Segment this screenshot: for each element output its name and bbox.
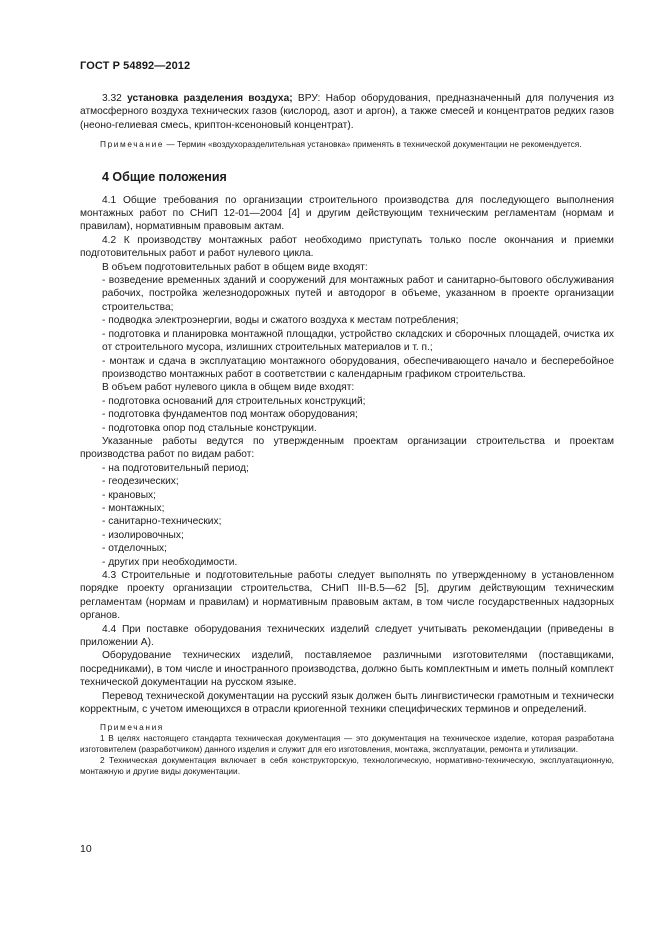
page-number: 10 bbox=[80, 843, 92, 855]
list-item: - изолировочных; bbox=[102, 529, 184, 541]
list-item: - подготовка фундаментов под монтаж оборудования; bbox=[102, 409, 358, 421]
list-item: - подготовка оснований для строительных конструкций; bbox=[102, 395, 366, 407]
note-label: Примечание bbox=[100, 139, 165, 150]
document-body bbox=[80, 92, 614, 777]
works-intro: Указанные работы ведутся по утвержденным проектам организации строительства и проектам производства работ по видам работ: bbox=[80, 435, 614, 461]
list-item: - подготовка и планировка монтажной площадки, устройство складских и сборочных площадей, очистка их от строительного мусора, излишних строительных материалов и т. п.; bbox=[102, 328, 614, 354]
zero-list bbox=[80, 395, 614, 435]
list-item: - отделочных; bbox=[102, 543, 167, 555]
zero-intro: В объем работ нулевого цикла в общем виде входят: bbox=[102, 382, 355, 394]
list-item: - подготовка опор под стальные конструкции. bbox=[102, 422, 317, 434]
paragraph-4-2: 4.2 К производству монтажных работ необходимо приступать только после окончания и приемки подготовительных работ и работ нулевого цикла. bbox=[80, 234, 614, 260]
note-1: 1 В целях настоящего стандарта техническая документация — это документация на техническое изделие, которая разработана изготовителем (разработчиком) данного изделия и служит для его изготовления, монтажа, эксплуатации, ремонта и утилизации. bbox=[80, 733, 614, 755]
paragraph-4-1: 4.1 Общие требования по организации строительного производства для последующего выполнения монтажных работ по СНиП 12-01—2004 [4] и другим действующим техническим регламентам (нормам и правилам), нормативным правовым актам. bbox=[80, 194, 614, 233]
term-definition: ВРУ: Набор оборудования, предназначенный для получения из атмосферного воздуха технических газов (кислород, азот и аргон), а также смесей и концентратов редких газов (неоно-гелиевая смесь, криптон-ксеноновый концентрат). bbox=[80, 93, 614, 131]
term-number: 3.32 bbox=[102, 93, 122, 104]
term-note bbox=[80, 139, 614, 150]
list-item: - на подготовительный период; bbox=[102, 462, 249, 474]
list-item: - других при необходимости. bbox=[102, 556, 238, 568]
prep-list bbox=[80, 274, 614, 381]
notes-label: Примечания bbox=[100, 722, 164, 733]
paragraph-4-4-equipment: Оборудование технических изделий, поставляемое различными изготовителями (поставщиками, посредниками), в том числе и иностранного производства, должно быть комплектным и иметь полный комплект технической документации на русском языке. bbox=[80, 650, 614, 689]
list-item: - возведение временных зданий и сооружений для монтажных работ и санитарно-бытового обслуживания рабочих, постройка железнодорожных путей и автодорог в объеме, указанном в проекте организации строительства; bbox=[102, 275, 614, 313]
works-list bbox=[80, 462, 614, 569]
section-title: 4 Общие положения bbox=[102, 170, 227, 185]
paragraph-4-4-translation: Перевод технической документации на русский язык должен быть лингвистически грамотным и технически корректным, с учетом имеющихся в отрасли криогенной техники специфических терминов и определений. bbox=[80, 690, 614, 716]
paragraph-4-3: 4.3 Строительные и подготовительные работы следует выполнять по утвержденному в установленном порядке проекту организации строительства, СНиП III-В.5—62 [5], другим действующим техническим регламентам (нормам и правилам) и нормативным правовым актам, в том числе государственных надзорных органов. bbox=[80, 570, 614, 622]
list-item: - геодезических; bbox=[102, 476, 179, 488]
list-item: - крановых; bbox=[102, 489, 156, 501]
note-text: — Термин «воздухоразделительная установка» применять в технической документации не рекомендуется. bbox=[164, 139, 582, 150]
list-item: - подводка электроэнергии, воды и сжатого воздуха к местам потребления; bbox=[102, 315, 459, 327]
list-item: - монтажных; bbox=[102, 502, 165, 514]
note-2: 2 Техническая документация включает в себя конструкторскую, технологическую, нормативно-техническую, эксплуатационную, монтажную и другие виды документации. bbox=[80, 755, 614, 777]
term-name: установка разделения воздуха; bbox=[127, 93, 293, 104]
prep-intro: В объем подготовительных работ в общем виде входят: bbox=[102, 261, 368, 273]
list-item: - санитарно-технических; bbox=[102, 516, 222, 528]
paragraph-4-4: 4.4 При поставке оборудования технических изделий следует учитывать рекомендации (приведены в приложении А). bbox=[80, 623, 614, 649]
term-3-32 bbox=[80, 92, 614, 132]
list-item: - монтаж и сдача в эксплуатацию монтажного оборудования, обеспечивающего начало и бесперебойное производство монтажных работ в соответствии с календарным графиком строительства. bbox=[102, 355, 614, 380]
document-header: ГОСТ Р 54892—2012 bbox=[80, 60, 191, 72]
